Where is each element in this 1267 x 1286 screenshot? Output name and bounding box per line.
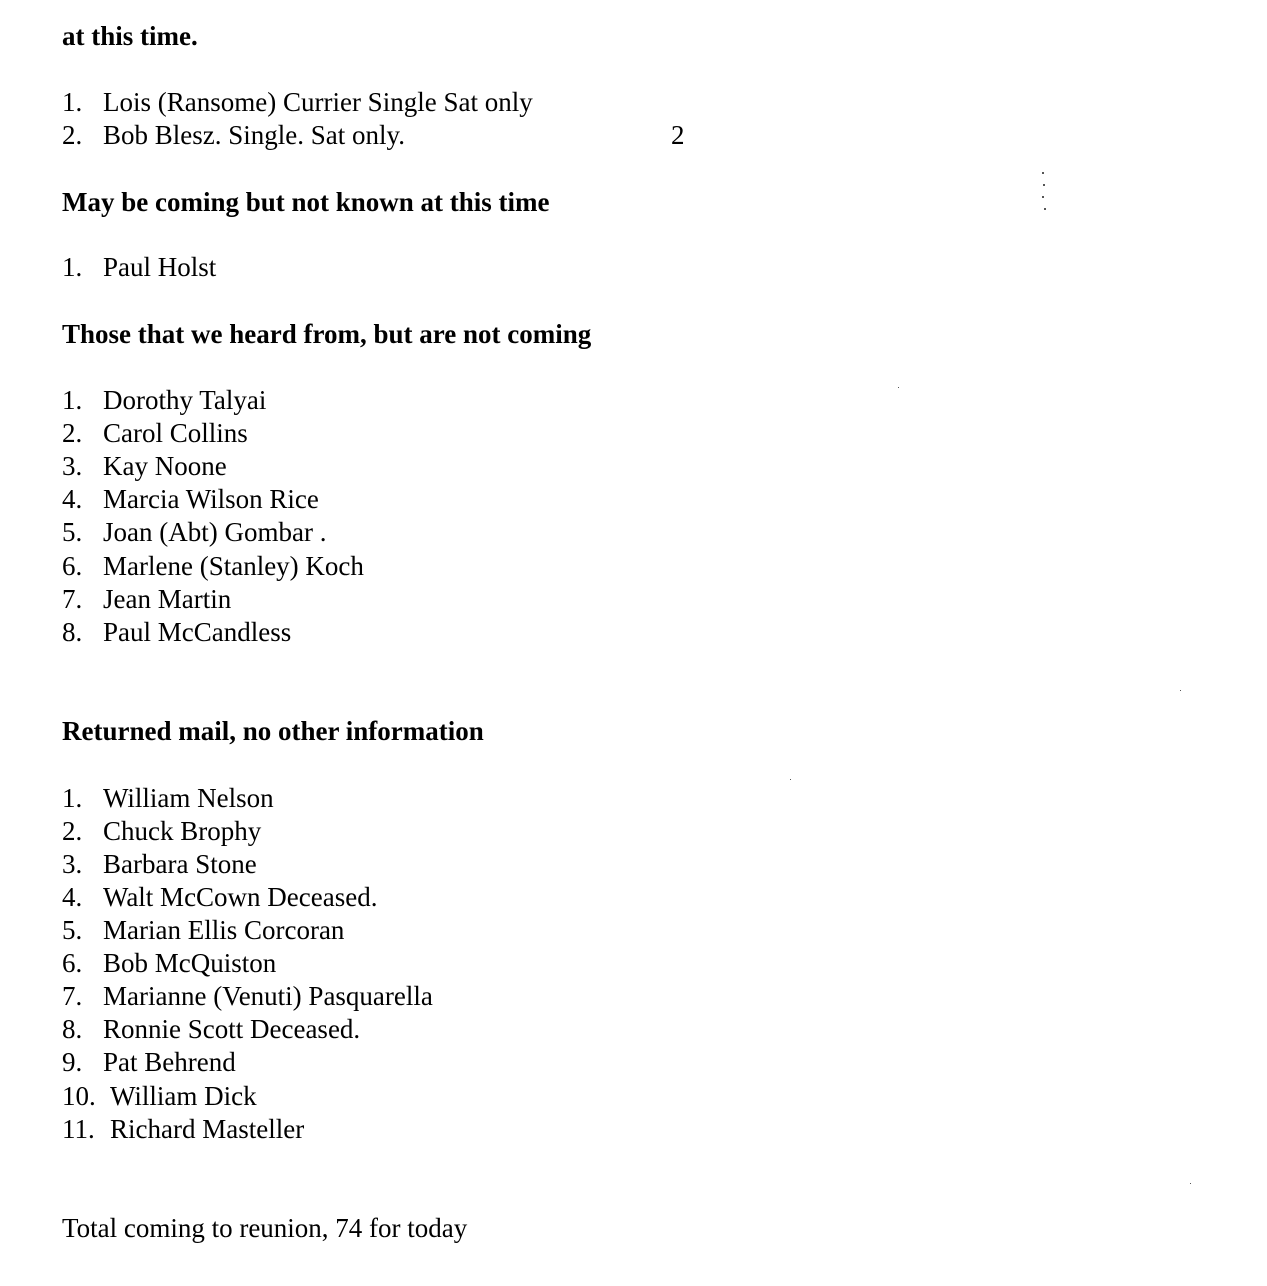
list-item	[62, 450, 227, 483]
list-text: Bob McQuiston	[103, 948, 277, 978]
list-number: 2.	[62, 816, 83, 846]
list-item	[62, 815, 261, 848]
list-item	[62, 251, 216, 284]
scan-speck	[1042, 172, 1044, 174]
list-item	[62, 616, 291, 649]
list-item	[62, 119, 405, 152]
scan-speck	[1180, 690, 1181, 691]
list-number: 3.	[62, 451, 83, 481]
list-text: Marcia Wilson Rice	[103, 484, 319, 514]
list-number: 5.	[62, 915, 83, 945]
list-item	[62, 583, 231, 616]
list-text: Marianne (Venuti) Pasquarella	[103, 981, 433, 1011]
list-text: Carol Collins	[103, 418, 248, 448]
list-text: Ronnie Scott Deceased.	[103, 1014, 361, 1044]
list-text: Marian Ellis Corcoran	[103, 915, 345, 945]
list-item	[62, 980, 433, 1013]
list-item	[62, 881, 377, 914]
list-number: 8.	[62, 617, 83, 647]
list-text: Kay Noone	[103, 451, 227, 481]
scan-speck	[1043, 184, 1045, 186]
list-text: Barbara Stone	[103, 849, 257, 879]
list-text: Lois (Ransome) Currier Single Sat only	[103, 87, 533, 117]
scan-speck	[790, 779, 791, 780]
list-item	[62, 1113, 304, 1146]
list-number: 1.	[62, 252, 83, 282]
scan-speck	[1044, 208, 1046, 210]
list-item	[62, 848, 257, 881]
not-coming-heading: Those that we heard from, but are not coming	[62, 319, 592, 349]
list-number: 4.	[62, 484, 83, 514]
list-item	[62, 483, 319, 516]
list-number: 10.	[62, 1081, 96, 1111]
list-text: Richard Masteller	[110, 1114, 305, 1144]
list-text: William Nelson	[103, 783, 274, 813]
list-text: Paul McCandless	[103, 617, 292, 647]
list-number: 1.	[62, 783, 83, 813]
list-number: 4.	[62, 882, 83, 912]
list-number: 5.	[62, 517, 83, 547]
list-number: 1.	[62, 87, 83, 117]
list-item	[62, 1080, 257, 1113]
list-number: 7.	[62, 981, 83, 1011]
list-item	[62, 914, 344, 947]
list-item	[62, 1046, 236, 1079]
list-item	[62, 516, 326, 549]
list-item	[62, 384, 266, 417]
list-item	[62, 417, 248, 450]
list-text: Chuck Brophy	[103, 816, 262, 846]
continued-heading: at this time.	[62, 21, 198, 51]
list-item	[62, 1013, 360, 1046]
list-item	[62, 947, 276, 980]
list-number: 7.	[62, 584, 83, 614]
list-text: Dorothy Talyai	[103, 385, 267, 415]
list-item	[62, 550, 364, 583]
list-text: William Dick	[110, 1081, 257, 1111]
returned-heading: Returned mail, no other information	[62, 716, 484, 746]
list-text: Marlene (Stanley) Koch	[103, 551, 364, 581]
list-text: Jean Martin	[103, 584, 232, 614]
list-text: Pat Behrend	[103, 1047, 236, 1077]
scan-speck	[898, 387, 899, 388]
total-line: Total coming to reunion, 74 for today	[62, 1213, 468, 1243]
list-text: Walt McCown Deceased.	[103, 882, 378, 912]
maybe-heading: May be coming but not known at this time	[62, 187, 550, 217]
list-number: 6.	[62, 551, 83, 581]
scan-speck	[1042, 196, 1044, 198]
list-number: 1.	[62, 385, 83, 415]
list-item	[62, 86, 533, 119]
list-number: 6.	[62, 948, 83, 978]
list-text: Bob Blesz. Single. Sat only.	[103, 120, 405, 150]
saturday-count: 2	[671, 120, 685, 150]
list-text: Paul Holst	[103, 252, 217, 282]
list-text: Joan (Abt) Gombar .	[103, 517, 327, 547]
list-number: 2.	[62, 120, 83, 150]
list-number: 3.	[62, 849, 83, 879]
list-number: 9.	[62, 1047, 83, 1077]
list-item	[62, 782, 274, 815]
list-number: 11.	[62, 1114, 95, 1144]
list-number: 2.	[62, 418, 83, 448]
scan-speck	[1190, 1183, 1191, 1184]
list-number: 8.	[62, 1014, 83, 1044]
